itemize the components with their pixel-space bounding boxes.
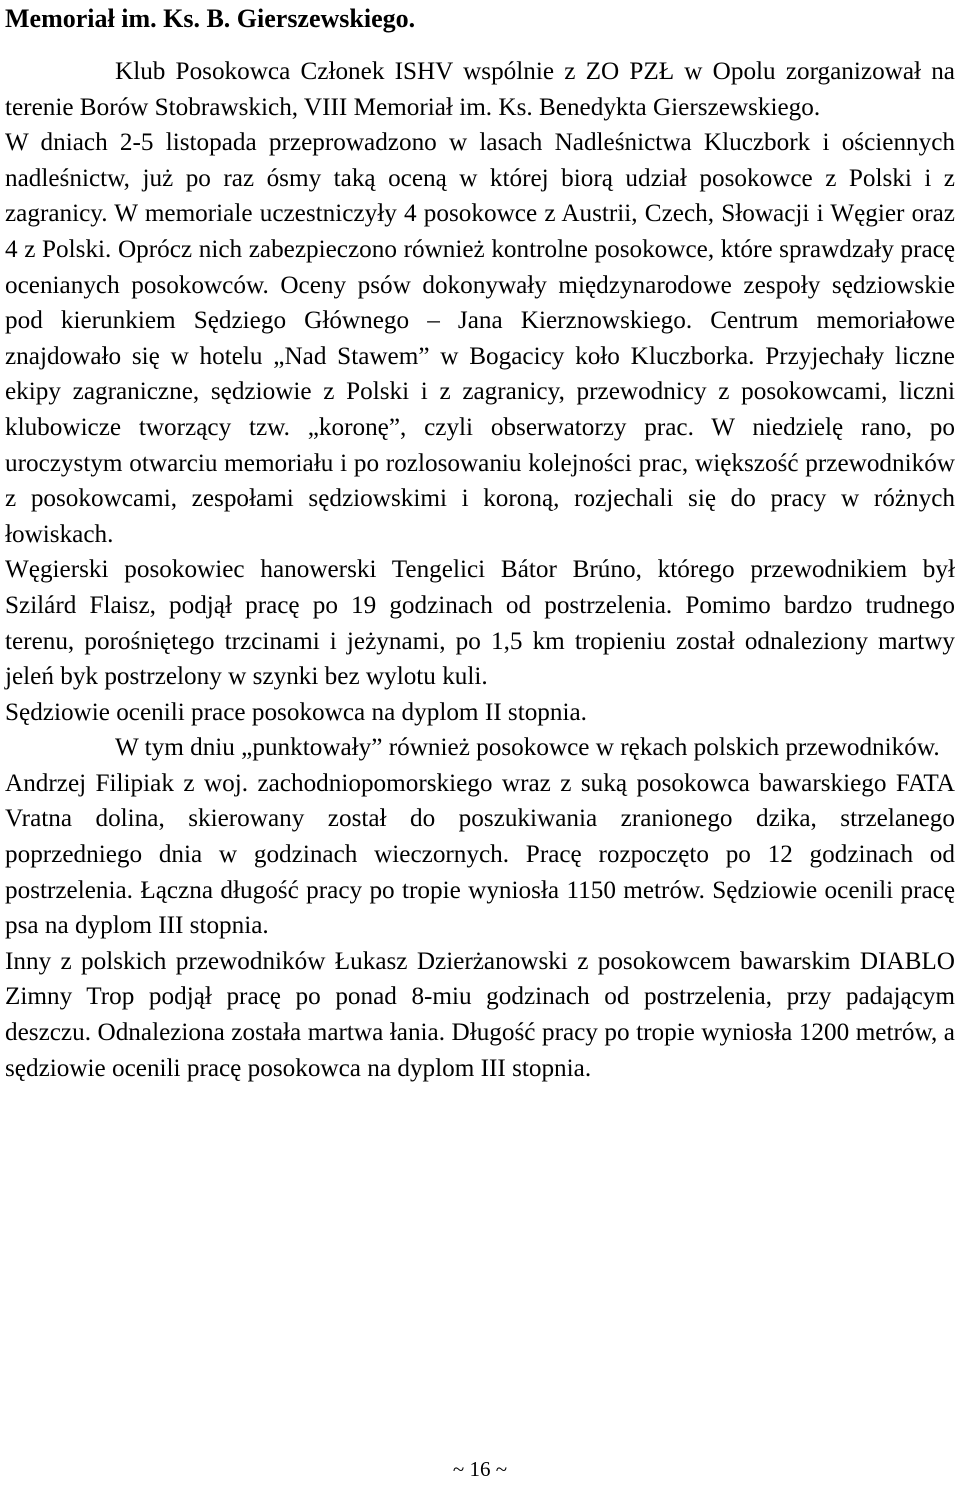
paragraph-event-description: W dniach 2-5 listopada przeprowadzono w lasach Nadleśnictwa Kluczbork i ościennych nadleśnictw, już po raz ósmy taką oceną w której biorą udział posokowce z Polski i z zagranicy. W memoriale uczestniczyły 4 posokowce z Austrii, Czech, Słowacji i Węgier oraz 4 z Polski. Oprócz nich zabezpieczono również kontrolne posokowce, które sprawdzały pracę ocenianych posokowców. Oceny psów dokonywały międzynarodowe zespoły sędziowskie pod kierunkiem Sędziego Głównego – Jana Kierznowskiego. Centrum memoriałowe znajdowało się w hotelu „Nad Stawem” w Bogacicy koło Kluczborka. Przyjechały liczne ekipy zagraniczne, sędziowie z Polski i z zagranicy, przewodnicy z posokowcami, liczni klubowicze tworzący tzw. „koronę”, czyli obserwatorzy prac. W niedzielę rano, po uroczystym otwarciu memoriału i po rozlosowaniu kolejności prac, większość przewodników z posokowcami, zespołami sędziowskimi i koroną, rozjechali się do pracy w różnych łowiskach. [5,129,955,548]
page-number: ~ 16 ~ [452,1457,508,1481]
paragraph-filipiak: Andrzej Filipiak z woj. zachodniopomorskiego wraz z suką posokowca bawarskiego FATA Vratna dolina, skierowany został do poszukiwania zranionego dzika, strzelanego poprzedniego dnia w godzinach wieczornych. Pracę rozpoczęto po 12 godzinach od postrzelenia. Łączna długość pracy po tropie wyniosła 1150 metrów. Sędziowie ocenili pracę psa na dyplom III stopnia. [5,769,955,940]
paragraph-intro: Klub Posokowca Członek ISHV wspólnie z ZO PZŁ w Opolu zorganizował na terenie Borów Stobrawskich, VIII Memoriał im. Ks. Benedykta Gierszewskiego. [5,58,955,121]
document-body [5,54,955,1086]
document-page [5,2,955,1086]
paragraph-judges-verdict: Sędziowie ocenili prace posokowca na dyplom II stopnia. [5,698,587,726]
paragraph-hungarian-dog: Węgierski posokowiec hanowerski Tengelici Bátor Brúno, którego przewodnikiem był Szilárd Flaisz, podjął pracę po 19 godzinach od postrzelenia. Pomimo bardzo trudnego terenu, porośniętego trzcinami i jeżynami, po 1,5 km tropieniu został odnaleziony martwy jeleń byk postrzelony w szynki bez wylotu kuli. [5,556,955,691]
paragraph-polish-handlers: W tym dniu „punktowały” również posokowce w rękach polskich przewodników. [115,734,940,762]
document-title: Memoriał im. Ks. B. Gierszewskiego. [5,4,416,33]
paragraph-dzierzanowski: Inny z polskich przewodników Łukasz Dzierżanowski z posokowcem bawarskim DIABLO Zimny Trop podjął pracę po ponad 8-miu godzinach od postrzelenia, przy padającym deszczu. Odnaleziona została martwa łania. Długość pracy po tropie wyniosła 1200 metrów, a sędziowie ocenili pracę posokowca na dyplom III stopnia. [5,947,955,1082]
